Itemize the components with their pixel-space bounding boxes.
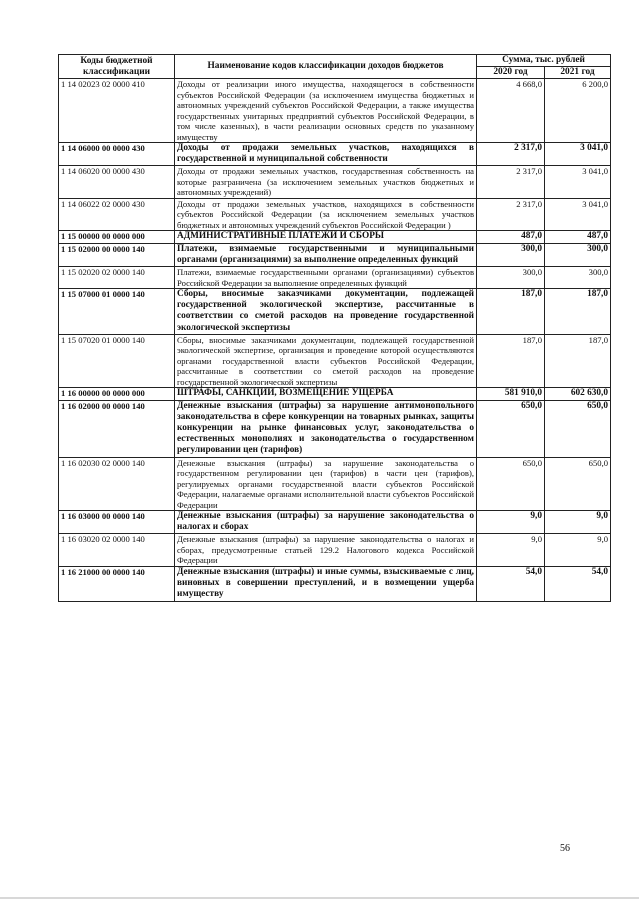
row-name: Денежные взыскания (штрафы) и иные суммы, взыскиваемые с лиц, виновных в совершении преступлений, и в возмещении ущерба имуществу	[175, 566, 477, 601]
row-value-2020: 187,0	[477, 334, 545, 388]
row-code: 1 16 00000 00 0000 000	[59, 388, 175, 400]
row-code: 1 16 02030 02 0000 140	[59, 457, 175, 511]
budget-revenue-table	[58, 54, 611, 602]
table-row	[59, 231, 611, 243]
table-row	[59, 198, 611, 231]
table-row	[59, 566, 611, 601]
row-value-2021: 9,0	[545, 511, 611, 534]
row-value-2020: 581 910,0	[477, 388, 545, 400]
row-value-2021: 300,0	[545, 243, 611, 266]
table-row	[59, 334, 611, 388]
row-value-2021: 300,0	[545, 267, 611, 289]
row-code: 1 14 02023 02 0000 410	[59, 79, 175, 143]
row-name: Доходы от реализации иного имущества, находящегося в собственности субъектов Российской Федерации (за исключением имущества бюджетных и автономных учреждений субъектов Российской Федерации, а также имущества государственных унитарных предприятий субъектов Российской Федерации, в том числе казенных), в части реализации основных средств по указанному имуществу	[175, 79, 477, 143]
row-name: Доходы от продажи земельных участков, государственная собственность на которые разграничена (за исключением земельных участков бюджетных и автономных учреждений)	[175, 166, 477, 199]
table-row	[59, 289, 611, 335]
scan-edge	[0, 897, 639, 899]
row-value-2021: 487,0	[545, 231, 611, 243]
table-row	[59, 166, 611, 199]
row-code: 1 16 21000 00 0000 140	[59, 566, 175, 601]
row-value-2020: 300,0	[477, 243, 545, 266]
header-codes: Коды бюджетной классификации	[59, 55, 175, 79]
row-value-2021: 187,0	[545, 334, 611, 388]
table-row	[59, 267, 611, 289]
row-name: Доходы от продажи земельных участков, находящихся в собственности субъектов Российской Федерации (за исключением земельных участков бюджетных и автономных учреждений субъектов Российской Федерации )	[175, 198, 477, 231]
row-value-2021: 602 630,0	[545, 388, 611, 400]
table-row	[59, 457, 611, 511]
table-header-row	[59, 55, 611, 67]
row-name: ШТРАФЫ, САНКЦИИ, ВОЗМЕЩЕНИЕ УЩЕРБА	[175, 388, 477, 400]
row-name: Платежи, взимаемые государственными и муниципальными органами (организациями) за выполнение определенных функций	[175, 243, 477, 266]
row-code: 1 15 00000 00 0000 000	[59, 231, 175, 243]
row-name: АДМИНИСТРАТИВНЫЕ ПЛАТЕЖИ И СБОРЫ	[175, 231, 477, 243]
row-name: Платежи, взимаемые государственными органами (организациями) субъектов Российской Федерации за выполнение определенных функций	[175, 267, 477, 289]
row-name: Сборы, вносимые заказчиками документации, подлежащей государственной экологической экспертизе, рассчитанные в соответствии со сметой расходов на проведение государственной экологической экспертизы	[175, 289, 477, 335]
row-value-2020: 187,0	[477, 289, 545, 335]
table-row	[59, 388, 611, 400]
row-value-2020: 4 668,0	[477, 79, 545, 143]
header-sum: Сумма, тыс. рублей	[477, 55, 611, 67]
row-value-2021: 54,0	[545, 566, 611, 601]
row-value-2021: 650,0	[545, 400, 611, 457]
row-value-2021: 9,0	[545, 534, 611, 567]
header-name: Наименование кодов классификации доходов бюджетов	[175, 55, 477, 79]
row-code: 1 14 06020 00 0000 430	[59, 166, 175, 199]
row-name: Денежные взыскания (штрафы) за нарушение законодательства о налогах и сборах	[175, 511, 477, 534]
row-value-2021: 3 041,0	[545, 166, 611, 199]
row-code: 1 15 02020 02 0000 140	[59, 267, 175, 289]
row-code: 1 16 03000 00 0000 140	[59, 511, 175, 534]
table-row	[59, 511, 611, 534]
header-year-2020: 2020 год	[477, 67, 545, 79]
row-name: Денежные взыскания (штрафы) за нарушение законодательства о налогах и сборах, предусмотренные статьей 129.2 Налогового кодекса Российской Федерации	[175, 534, 477, 567]
row-name: Доходы от продажи земельных участков, находящихся в государственной и муниципальной собственности	[175, 143, 477, 166]
row-name: Денежные взыскания (штрафы) за нарушение законодательства о государственном регулировании цен (тарифов) в части цен (тарифов), регулируемых органами государственной власти субъектов Российской Федерации, налагаемые органами исполнительной власти субъектов Российской Федерации	[175, 457, 477, 511]
row-name: Денежные взыскания (штрафы) за нарушение антимонопольного законодательства в сфере конкуренции на товарных рынках, защиты конкуренции на рынке финансовых услуг, законодательства о естественных монополиях и законодательства о государственном регулировании цен (тарифов)	[175, 400, 477, 457]
row-value-2020: 54,0	[477, 566, 545, 601]
row-name: Сборы, вносимые заказчиками документации, подлежащей государственной экологической экспертизе, организация и проведение которой осуществляются органами государственной власти субъектов Российской Федерации, рассчитанные в соответствии со сметой расходов на проведение государственной экологической экспертизы	[175, 334, 477, 388]
table-row	[59, 143, 611, 166]
row-value-2021: 3 041,0	[545, 143, 611, 166]
row-code: 1 16 03020 02 0000 140	[59, 534, 175, 567]
row-value-2020: 650,0	[477, 457, 545, 511]
page-number: 56	[560, 843, 570, 854]
row-value-2021: 187,0	[545, 289, 611, 335]
row-value-2020: 2 317,0	[477, 166, 545, 199]
row-code: 1 15 07020 01 0000 140	[59, 334, 175, 388]
row-value-2021: 3 041,0	[545, 198, 611, 231]
row-value-2020: 487,0	[477, 231, 545, 243]
table-row	[59, 79, 611, 143]
row-value-2020: 2 317,0	[477, 198, 545, 231]
row-code: 1 15 07000 01 0000 140	[59, 289, 175, 335]
row-code: 1 15 02000 00 0000 140	[59, 243, 175, 266]
row-value-2020: 2 317,0	[477, 143, 545, 166]
header-year-2021: 2021 год	[545, 67, 611, 79]
row-code: 1 14 06022 02 0000 430	[59, 198, 175, 231]
row-value-2021: 650,0	[545, 457, 611, 511]
row-code: 1 14 06000 00 0000 430	[59, 143, 175, 166]
row-value-2020: 9,0	[477, 511, 545, 534]
table-row	[59, 243, 611, 266]
table-row	[59, 400, 611, 457]
table-row	[59, 534, 611, 567]
row-value-2021: 6 200,0	[545, 79, 611, 143]
row-value-2020: 650,0	[477, 400, 545, 457]
row-code: 1 16 02000 00 0000 140	[59, 400, 175, 457]
row-value-2020: 300,0	[477, 267, 545, 289]
row-value-2020: 9,0	[477, 534, 545, 567]
